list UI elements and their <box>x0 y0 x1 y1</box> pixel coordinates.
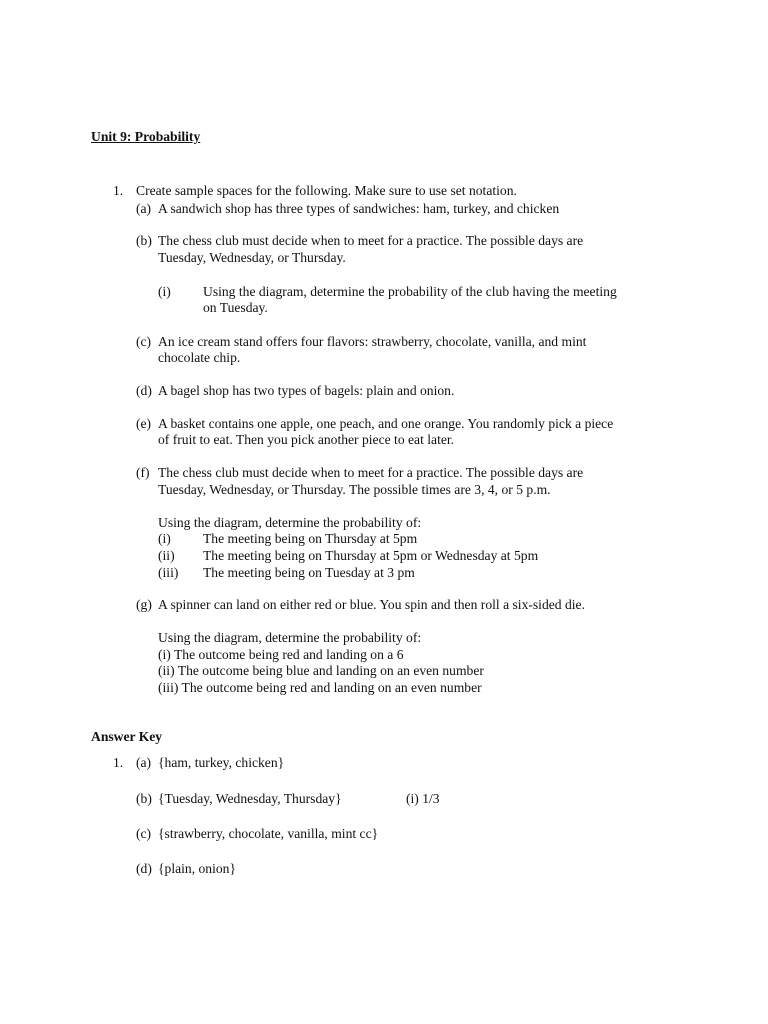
item-g-diagram-prompt: Using the diagram, determine the probability of: <box>158 630 422 645</box>
page-title: Unit 9: Probability <box>91 129 201 144</box>
item-f-sub-label: (i) <box>158 531 171 546</box>
item-e-line2: of fruit to eat. Then you pick another piece to eat later. <box>158 432 455 447</box>
item-c-line1: An ice cream stand offers four flavors: strawberry, chocolate, vanilla, and mint <box>158 334 587 349</box>
item-f-diagram-prompt: Using the diagram, determine the probability of: <box>158 515 422 530</box>
item-a-label: (a) <box>136 201 152 216</box>
answer-b-text: {Tuesday, Wednesday, Thursday} <box>158 791 342 806</box>
item-b-line2: Tuesday, Wednesday, or Thursday. <box>158 250 346 265</box>
item-f-sub-text: The meeting being on Tuesday at 3 pm <box>203 565 415 580</box>
answer-b-label: (b) <box>136 791 152 806</box>
question-number: 1. <box>113 183 124 198</box>
item-f-sub-text: The meeting being on Thursday at 5pm <box>203 531 418 546</box>
item-b-sub-line1: Using the diagram, determine the probability of the club having the meeting <box>203 284 617 299</box>
answer-a-text: {ham, turkey, chicken} <box>158 755 285 770</box>
item-b-line1: The chess club must decide when to meet for a practice. The possible days are <box>158 233 584 248</box>
item-e-label: (e) <box>136 416 152 431</box>
item-g-sub-text: (iii) The outcome being red and landing on an even number <box>158 680 482 695</box>
answer-d-text: {plain, onion} <box>158 861 236 876</box>
item-f-sub-label: (iii) <box>158 565 179 580</box>
item-f-sub-text: The meeting being on Thursday at 5pm or Wednesday at 5pm <box>203 548 539 563</box>
item-f-line2: Tuesday, Wednesday, or Thursday. The possible times are 3, 4, or 5 p.m. <box>158 482 551 497</box>
answer-b-sub: (i) 1/3 <box>406 791 440 806</box>
question-prompt: Create sample spaces for the following. Make sure to use set notation. <box>136 183 517 198</box>
answer-d-label: (d) <box>136 861 152 876</box>
item-b-sub-line2: on Tuesday. <box>203 300 268 315</box>
item-g-text: A spinner can land on either red or blue. You spin and then roll a six-sided die. <box>158 597 585 612</box>
item-b-label: (b) <box>136 233 152 248</box>
answer-number: 1. <box>113 755 124 770</box>
item-g-label: (g) <box>136 597 152 612</box>
item-g-sub-text: (i) The outcome being red and landing on a 6 <box>158 647 404 662</box>
item-c-line2: chocolate chip. <box>158 350 241 365</box>
answer-a-label: (a) <box>136 755 152 770</box>
item-e-line1: A basket contains one apple, one peach, and one orange. You randomly pick a piece <box>158 416 614 431</box>
item-d-label: (d) <box>136 383 152 398</box>
answer-c-text: {strawberry, chocolate, vanilla, mint cc} <box>158 826 379 841</box>
item-a-text: A sandwich shop has three types of sandwiches: ham, turkey, and chicken <box>158 201 560 216</box>
item-d-text: A bagel shop has two types of bagels: plain and onion. <box>158 383 455 398</box>
item-b-sub-label: (i) <box>158 284 171 299</box>
item-c-label: (c) <box>136 334 152 349</box>
item-f-line1: The chess club must decide when to meet for a practice. The possible days are <box>158 465 584 480</box>
item-f-label: (f) <box>136 465 150 480</box>
answer-key-heading: Answer Key <box>91 729 163 744</box>
answer-c-label: (c) <box>136 826 152 841</box>
item-f-sub-label: (ii) <box>158 548 175 563</box>
item-g-sub-text: (ii) The outcome being blue and landing on an even number <box>158 663 484 678</box>
